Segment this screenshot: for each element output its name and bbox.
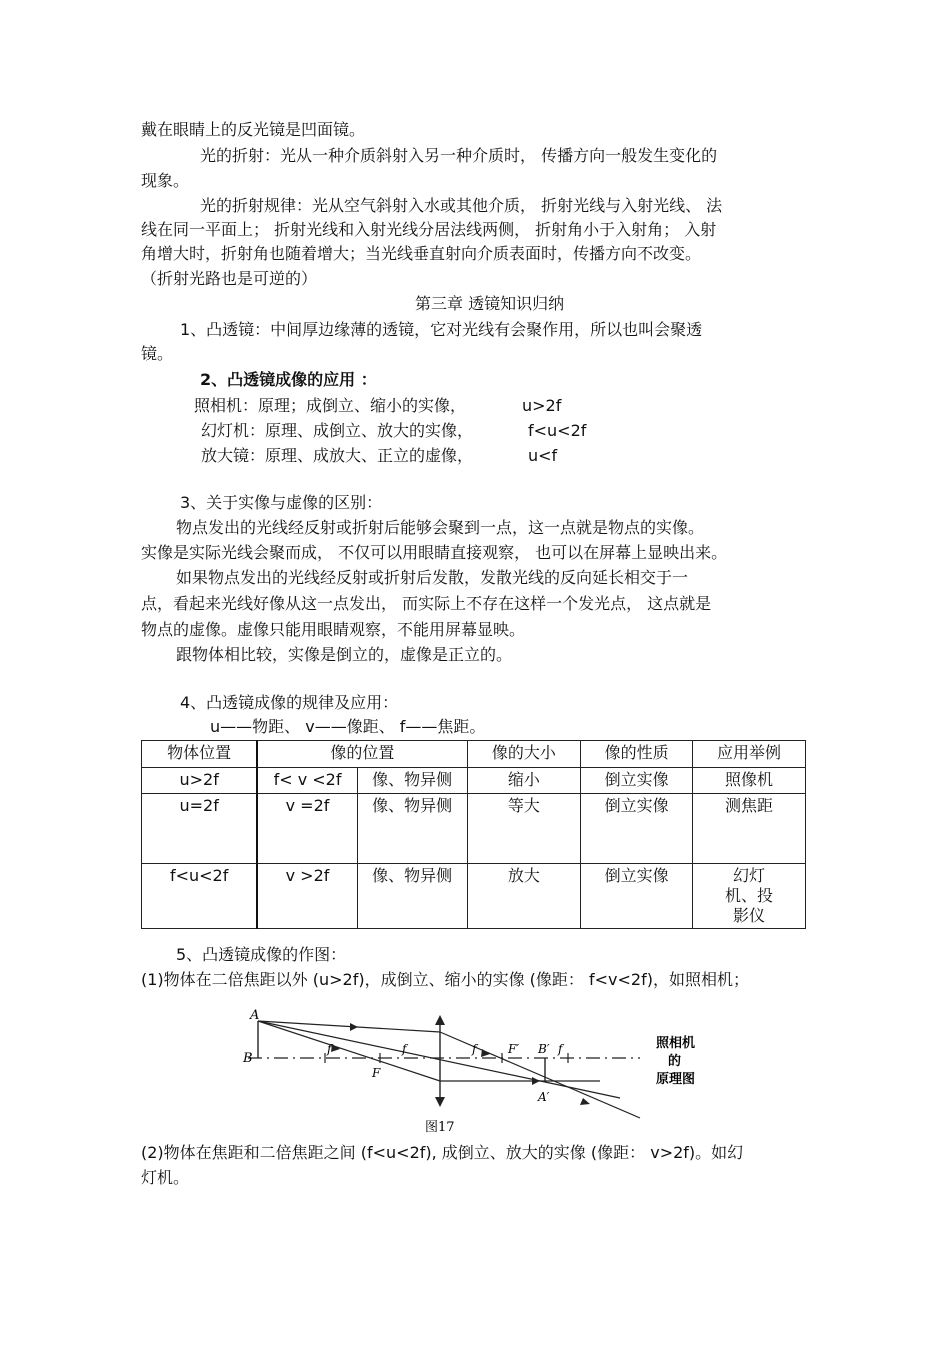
col-header-object-position: 物体位置 — [142, 741, 258, 768]
table-header-row — [142, 741, 806, 768]
label-B-prime: B′ — [538, 1042, 550, 1056]
section3-line-5: 物点的虚像。虚像只能用眼睛观察，不能用屏幕显映。 — [141, 620, 526, 639]
cell-image-distance: v >2f — [257, 864, 357, 929]
section2-title: 2、凸透镜成像的应用 ： — [200, 370, 377, 389]
app-magnifier-text: 放大镜：原理、成放大、正立的虚像， — [201, 446, 474, 465]
cell-image-distance: f< v <2f — [257, 768, 357, 794]
cell-image-size: 缩小 — [467, 768, 581, 794]
section3-line-3: 如果物点发出的光线经反射或折射后发散，发散光线的反向延长相交于一 — [176, 568, 689, 587]
cell-application: 照像机 — [693, 768, 806, 794]
cell-object-position: u>2f — [142, 768, 258, 794]
chapter-title: 第三章 透镜知识归纳 — [415, 294, 565, 313]
app-camera-text: 照相机：原理；成倒立、缩小的实像， — [194, 396, 467, 415]
cell-image-side: 像、物异侧 — [357, 768, 467, 794]
section3-title: 3、关于实像与虚像的区别： — [180, 493, 383, 512]
cell-image-side: 像、物异侧 — [357, 864, 467, 929]
lens-ray-diagram — [240, 1005, 710, 1135]
col-header-application: 应用举例 — [693, 741, 806, 768]
label-A: A — [250, 1008, 260, 1023]
cell-image-side: 像、物异侧 — [357, 794, 467, 864]
para-line-2: 光的折射：光从一种介质斜射入另一种介质时， 传播方向一般发生变化的 — [200, 146, 718, 165]
section1-line-1: 1、凸透镜：中间厚边缘薄的透镜，它对光线有会聚作用，所以也叫会聚透 — [180, 320, 703, 339]
cell-image-distance: v =2f — [257, 794, 357, 864]
section4-legend: u——物距、 v——像距、 f——焦距。 — [210, 717, 486, 736]
app-projector-cond: f<u<2f — [528, 421, 587, 440]
figure-side-label-3: 原理图 — [656, 1072, 696, 1087]
figure-side-label-2: 的 — [668, 1054, 682, 1069]
section4-title: 4、凸透镜成像的规律及应用： — [180, 693, 399, 712]
section1-line-2: 镜。 — [141, 344, 174, 363]
section5-title: 5、凸透镜成像的作图： — [176, 945, 347, 964]
section3-line-4: 点，看起来光线好像从这一点发出， 而实际上不存在这样一个发光点， 这点就是 — [141, 594, 712, 613]
para-line-7: （折射光路也是可逆的） — [141, 269, 318, 288]
label-F: F — [372, 1066, 381, 1080]
cell-application: 测焦距 — [693, 794, 806, 864]
cell-image-size: 等大 — [467, 794, 581, 864]
cell-image-nature: 倒立实像 — [581, 794, 693, 864]
cell-image-nature: 倒立实像 — [581, 864, 693, 929]
para-line-5: 线在同一平面上； 折射光线和入射光线分居法线两侧， 折射角小于入射角； 入射 — [141, 220, 717, 239]
section5-item-1: (1)物体在二倍焦距以外 (u>2f)，成倒立、缩小的实像 (像距： f<v<2f)，如照相机； — [141, 970, 749, 989]
figure-caption: 图17 — [425, 1120, 455, 1135]
label-A-prime: A′ — [538, 1090, 550, 1104]
cell-image-size: 放大 — [467, 864, 581, 929]
section3-line-2: 实像是实际光线会聚而成， 不仅可以用眼睛直接观察， 也可以在屏幕上显映出来。 — [141, 543, 728, 562]
cell-image-nature: 倒立实像 — [581, 768, 693, 794]
label-f-4: f — [558, 1042, 563, 1056]
figure-side-label-1: 照相机 — [656, 1036, 696, 1051]
para-line-4: 光的折射规律：光从空气斜射入水或其他介质， 折射光线与入射光线、 法 — [200, 196, 723, 215]
label-F-prime: F′ — [508, 1042, 520, 1056]
table-row — [142, 794, 806, 864]
cell-object-position: f<u<2f — [142, 864, 258, 929]
app-magnifier-cond: u<f — [528, 446, 558, 465]
imaging-rules-table — [141, 740, 806, 929]
col-header-image-size: 像的大小 — [467, 741, 581, 768]
col-header-image-position: 像的位置 — [257, 741, 467, 768]
app-projector-text: 幻灯机：原理、成倒立、放大的实像， — [201, 421, 474, 440]
label-f-3: f — [472, 1042, 477, 1056]
table-row — [142, 768, 806, 794]
label-f-2: f — [402, 1042, 407, 1056]
table-row — [142, 864, 806, 929]
label-B: B — [243, 1051, 253, 1066]
section5-item-2-line-2: 灯机。 — [141, 1168, 190, 1187]
cell-object-position: u=2f — [142, 794, 258, 864]
app-camera-cond: u>2f — [522, 396, 562, 415]
col-header-image-nature: 像的性质 — [581, 741, 693, 768]
label-f-1: f — [327, 1042, 332, 1056]
section3-line-6: 跟物体相比较，实像是倒立的，虚像是正立的。 — [176, 645, 513, 664]
section3-line-1: 物点发出的光线经反射或折射后能够会聚到一点，这一点就是物点的实像。 — [176, 518, 705, 537]
para-line-1: 戴在眼睛上的反光镜是凹面镜。 — [141, 120, 366, 139]
cell-application: 幻灯机、投影仪 — [693, 864, 806, 929]
para-line-6: 角增大时，折射角也随着增大；当光线垂直射向介质表面时，传播方向不改变。 — [141, 244, 702, 263]
section5-item-2-line-1: (2)物体在焦距和二倍焦距之间 (f<u<2f), 成倒立、放大的实像 (像距： v>2f)。如幻 — [141, 1143, 744, 1162]
para-line-3: 现象。 — [141, 171, 190, 190]
